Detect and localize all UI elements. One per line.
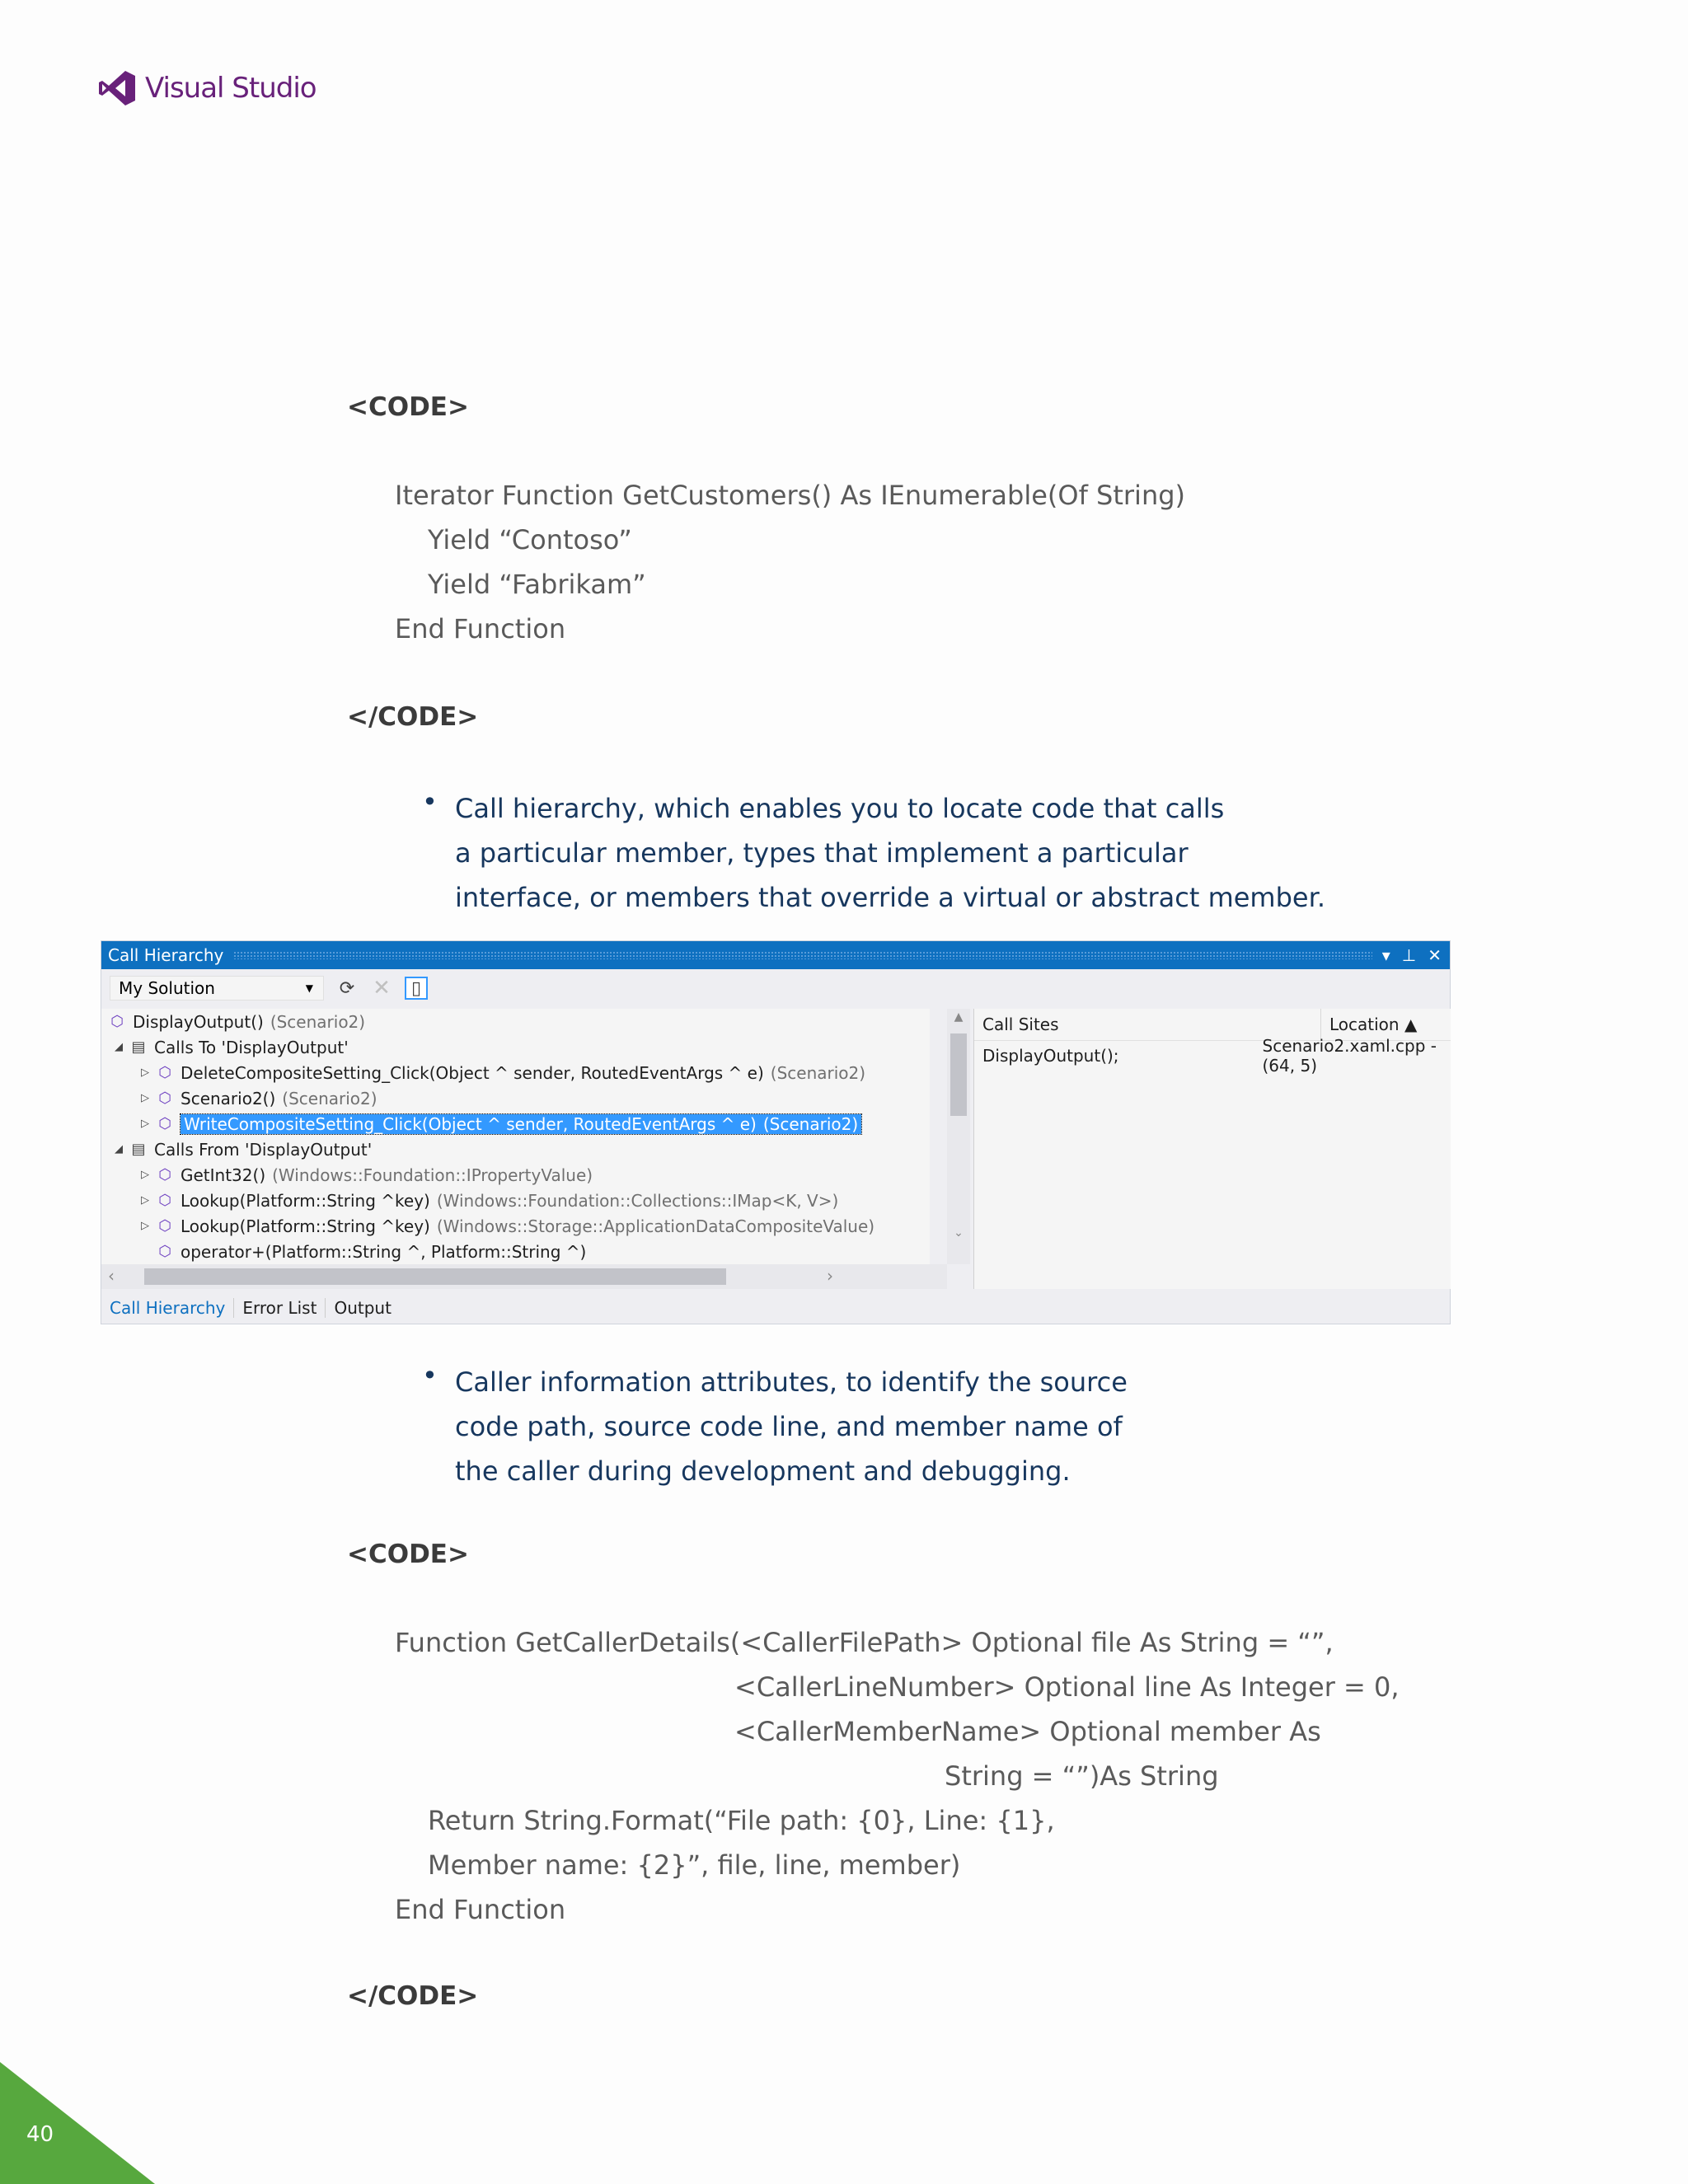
code-line: <CallerLineNumber> Optional line As Integer = 0, <box>734 1671 1400 1703</box>
visual-studio-logo-icon <box>97 69 137 107</box>
toggle-details-pane-icon[interactable]: ▯ <box>405 977 428 1000</box>
bullet-line: interface, or members that override a virtual or abstract member. <box>455 882 1325 913</box>
chevron-down-icon: ▼ <box>305 982 313 994</box>
code-line: Yield “Contoso” <box>428 524 632 555</box>
code-line: Return String.Format(“File path: {0}, Line: {1}, <box>428 1805 1055 1836</box>
scope-value: My Solution <box>119 978 215 998</box>
tree-item[interactable] <box>101 1188 930 1213</box>
method-icon: ⬡ <box>110 1013 124 1030</box>
scroll-right-icon[interactable]: › <box>827 1266 833 1286</box>
tree-item-label: operator+(Platform::String ^, Platform::String ^) <box>181 1241 587 1262</box>
expand-icon[interactable]: ▷ <box>141 1169 149 1181</box>
code-line: <CallerMemberName> Optional member As <box>734 1716 1321 1747</box>
tree-item-context: (Scenario2) <box>770 1062 866 1083</box>
code-line: Yield “Fabrikam” <box>428 569 646 600</box>
expand-icon[interactable]: ▷ <box>141 1092 149 1104</box>
code-line: Member name: {2}”, file, line, member) <box>428 1849 961 1881</box>
bullet-line: code path, source code line, and member name of <box>455 1411 1123 1442</box>
code-close-tag: </CODE> <box>347 1981 479 2011</box>
tree-item[interactable] <box>101 1034 930 1060</box>
bullet-dot: • <box>422 1360 438 1391</box>
page-number: 40 <box>26 2122 54 2147</box>
tree-item-context: (Windows::Foundation::IPropertyValue) <box>272 1165 593 1185</box>
tree-item-label: Lookup(Platform::String ^key) <box>181 1190 430 1211</box>
tree-item[interactable] <box>101 1213 930 1239</box>
call-hierarchy-toolbar <box>101 969 1450 1007</box>
bullet-line: the caller during development and debugging. <box>455 1455 1071 1487</box>
tree-vertical-scrollbar[interactable] <box>947 1009 970 1264</box>
close-icon[interactable]: ✕ <box>1428 945 1442 965</box>
bullet-line: Call hierarchy, which enables you to locate code that calls <box>455 793 1225 824</box>
tree-item-label: Calls To 'DisplayOutput' <box>154 1037 349 1057</box>
folder-icon: ▤ <box>131 1141 146 1158</box>
tree-item[interactable] <box>101 1060 930 1085</box>
method-icon: ⬡ <box>158 1064 171 1081</box>
bullet-dot: • <box>422 786 438 818</box>
expand-icon[interactable]: ▷ <box>141 1194 149 1207</box>
code-line: End Function <box>395 613 566 644</box>
page-corner-decoration <box>0 2062 155 2184</box>
code-line: End Function <box>395 1894 566 1925</box>
bullet-caller-info <box>422 1360 1128 1493</box>
folder-icon: ▤ <box>131 1038 146 1056</box>
collapse-icon[interactable]: ◢ <box>115 1041 123 1053</box>
scrollbar-thumb[interactable] <box>144 1268 726 1285</box>
column-header-call-sites[interactable]: Call Sites <box>974 1009 1321 1040</box>
call-tree <box>101 1009 930 1264</box>
code-line: String = “”)As String <box>945 1760 1219 1792</box>
bullet-call-hierarchy <box>422 786 1325 920</box>
tree-item-context: (Scenario2) <box>282 1088 377 1108</box>
call-site-cell: DisplayOutput(); <box>982 1046 1119 1066</box>
scope-dropdown[interactable] <box>110 976 324 1001</box>
method-icon: ⬡ <box>158 1166 171 1183</box>
tree-item[interactable] <box>101 1239 930 1264</box>
method-icon: ⬡ <box>158 1192 171 1209</box>
collapse-icon[interactable]: ◢ <box>115 1143 123 1155</box>
tree-item-selected[interactable] <box>101 1111 930 1137</box>
method-icon: ⬡ <box>158 1115 171 1132</box>
location-cell: Scenario2.xaml.cpp - (64, 5) <box>1262 1036 1437 1076</box>
tree-item-label: GetInt32() <box>181 1165 266 1185</box>
tree-item-context: (Windows::Storage::ApplicationDataCompositeValue) <box>436 1216 875 1236</box>
code-line: Iterator Function GetCustomers() As IEnumerable(Of String) <box>395 480 1186 511</box>
visual-studio-logo <box>97 69 316 107</box>
code-line: Function GetCallerDetails(<CallerFilePath> Optional file As String = “”, <box>395 1627 1334 1658</box>
method-icon: ⬡ <box>158 1217 171 1235</box>
code-open-tag: <CODE> <box>347 392 469 422</box>
scroll-left-icon[interactable]: ‹ <box>108 1266 115 1286</box>
titlebar-grip <box>233 951 1372 959</box>
call-hierarchy-window <box>101 940 1451 1324</box>
method-icon: ⬡ <box>158 1243 171 1260</box>
code-close-tag: </CODE> <box>347 702 479 732</box>
code-open-tag: <CODE> <box>347 1540 469 1569</box>
tree-item-label: WriteCompositeSetting_Click(Object ^ sender, RoutedEventArgs ^ e) <box>184 1113 757 1134</box>
tree-item-label: DeleteCompositeSetting_Click(Object ^ sender, RoutedEventArgs ^ e) <box>181 1062 764 1083</box>
scroll-down-icon[interactable]: ⌄ <box>954 1226 964 1240</box>
tree-item-context: (Windows::Foundation::Collections::IMap<K, V>) <box>436 1190 839 1211</box>
tab-error-list[interactable]: Error List <box>234 1298 326 1318</box>
bullet-line: Caller information attributes, to identify the source <box>455 1366 1128 1398</box>
refresh-icon[interactable]: ⟳ <box>339 977 355 999</box>
bottom-tabs <box>101 1292 1450 1324</box>
delete-root-icon[interactable]: ✕ <box>373 976 391 1001</box>
expand-icon[interactable]: ▷ <box>141 1220 149 1232</box>
tree-item-label: DisplayOutput() <box>133 1011 264 1032</box>
dropdown-arrow-icon[interactable]: ▾ <box>1381 945 1390 965</box>
tree-item-context: (Scenario2) <box>270 1011 366 1032</box>
pin-icon[interactable]: ⊥ <box>1401 945 1417 965</box>
tree-item[interactable] <box>101 1085 930 1111</box>
tree-item-label: Lookup(Platform::String ^key) <box>181 1216 430 1236</box>
tree-item[interactable] <box>101 1009 930 1034</box>
logo-text: Visual Studio <box>145 72 316 105</box>
call-sites-pane <box>973 1009 1451 1289</box>
tree-item-label: Calls From 'DisplayOutput' <box>154 1139 373 1160</box>
expand-icon[interactable]: ▷ <box>141 1066 149 1079</box>
expand-icon[interactable]: ▷ <box>141 1118 149 1130</box>
scrollbar-thumb[interactable] <box>950 1033 967 1116</box>
scroll-up-icon[interactable]: ▲ <box>954 1010 964 1024</box>
table-row[interactable] <box>974 1036 1451 1076</box>
tree-horizontal-scrollbar[interactable] <box>101 1264 947 1289</box>
tab-output[interactable]: Output <box>334 1298 392 1318</box>
tree-item[interactable] <box>101 1137 930 1162</box>
column-header-location[interactable]: Location ▲ <box>1329 1015 1418 1034</box>
call-hierarchy-titlebar <box>101 941 1450 969</box>
window-title: Call Hierarchy <box>108 945 224 965</box>
tree-item-context: (Scenario2) <box>762 1113 859 1134</box>
tree-item-label: Scenario2() <box>181 1088 276 1108</box>
tab-call-hierarchy[interactable]: Call Hierarchy <box>101 1298 234 1318</box>
method-icon: ⬡ <box>158 1090 171 1107</box>
tree-item[interactable] <box>101 1162 930 1188</box>
bullet-line: a particular member, types that implement a particular <box>455 837 1189 869</box>
